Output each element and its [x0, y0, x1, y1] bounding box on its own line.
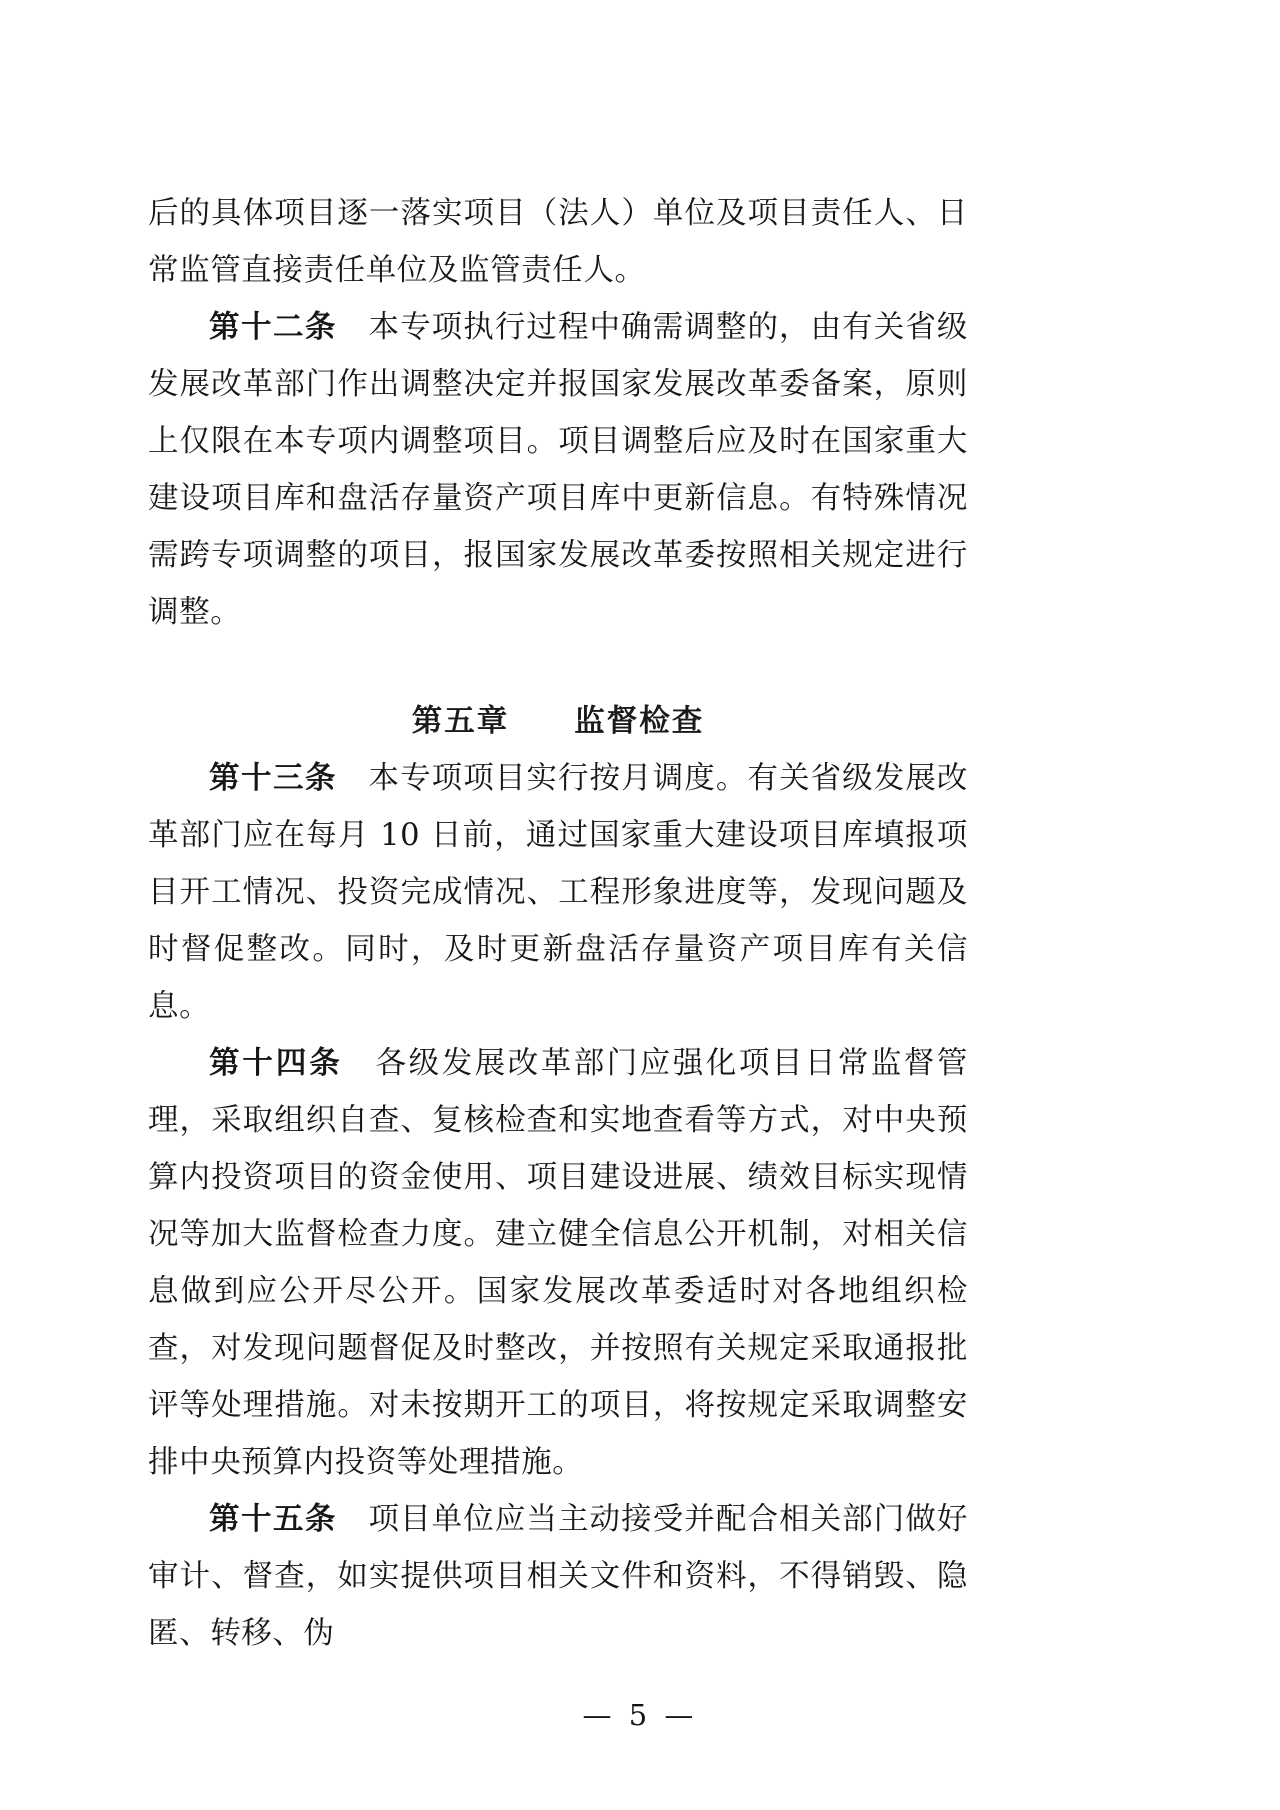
article-13-text: 本专项项目实行按月调度。有关省级发展改革部门应在每月 10 日前，通过国家重大建设项目库填报项目开工情况、投资完成情况、工程形象进度等，发现问题及时督促整改。同时，及时更新盘活存量资产项目库有关信息。	[148, 761, 969, 1024]
article-14-paragraph	[148, 1035, 968, 1491]
article-14-text: 各级发展改革部门应强化项目日常监督管理，采取组织自查、复核检查和实地查看等方式，对中央预算内投资项目的资金使用、项目建设进展、绩效目标实现情况等加大监督检查力度。建立健全信息公开机制，对相关信息做到应公开尽公开。国家发展改革委适时对各地组织检查，对发现问题督促及时整改，并按照有关规定采取通报批评等处理措施。对未按期开工的项目，将按规定采取调整安排中央预算内投资等处理措施。	[148, 1046, 968, 1480]
article-15-label: 第十五条	[209, 1501, 337, 1537]
chapter-heading: 第五章 监督检查	[411, 704, 705, 739]
section-spacer-top	[148, 641, 968, 693]
article-14-label: 第十四条	[209, 1045, 343, 1081]
article-12-paragraph	[148, 299, 968, 641]
article-15-paragraph	[148, 1491, 968, 1662]
document-body	[148, 185, 968, 1662]
article-13-paragraph	[148, 750, 968, 1035]
article-13-label: 第十三条	[209, 760, 337, 796]
article-15-text: 项目单位应当主动接受并配合相关部门做好审计、督查，如实提供项目相关文件和资料，不得销毁、隐匿、转移、伪	[148, 1502, 969, 1651]
paragraph-continued	[148, 185, 968, 299]
paragraph-text: 后的具体项目逐一落实项目（法人）单位及项目责任人、日常监管直接责任单位及监管责任人。	[148, 196, 968, 288]
article-12-label: 第十二条	[209, 309, 337, 345]
page-number: — 5 —	[582, 1698, 698, 1732]
article-12-text: 本专项执行过程中确需调整的，由有关省级发展改革部门作出调整决定并报国家发展改革委备案，原则上仅限在本专项内调整项目。项目调整后应及时在国家重大建设项目库和盘活存量资产项目库中更新信息。有特殊情况需跨专项调整的项目，报国家发展改革委按照相关规定进行调整。	[148, 310, 969, 630]
